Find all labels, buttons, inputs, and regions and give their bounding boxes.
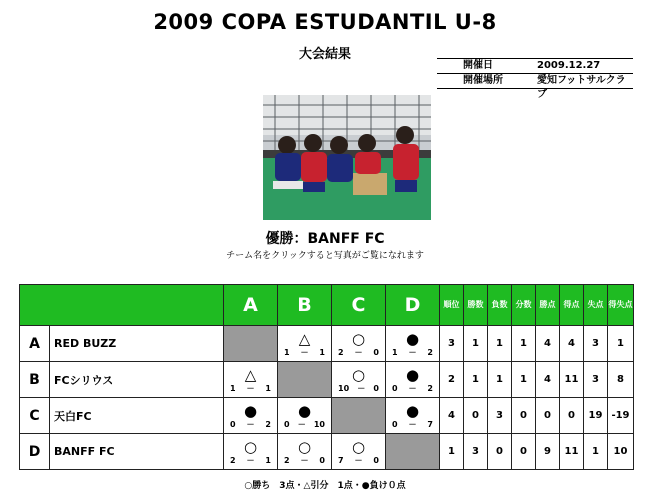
score-left: 0: [230, 419, 236, 429]
score-right: 2: [265, 419, 271, 429]
stat-cell: 3: [584, 326, 608, 362]
stat-cell: 11: [560, 434, 584, 470]
stat-cell: 8: [608, 362, 634, 398]
result-symbol: ○: [243, 437, 258, 456]
match-cell: [332, 434, 386, 470]
score-left: 0: [392, 383, 398, 393]
result-symbol: ○: [351, 329, 366, 348]
team-name-link[interactable]: FCシリウス: [50, 362, 224, 398]
stat-cell: 4: [536, 326, 560, 362]
score-right: 2: [427, 347, 433, 357]
self-match-cell: [278, 362, 332, 398]
stat-header-goals-for: 得点: [560, 285, 584, 326]
date-row: [437, 58, 633, 73]
result-symbol: ●: [405, 365, 420, 384]
stat-header-draws: 分数: [512, 285, 536, 326]
results-table: [19, 284, 634, 470]
stat-cell: 0: [512, 398, 536, 434]
match-score: [332, 347, 385, 358]
stat-cell: 4: [440, 398, 464, 434]
stat-header-goal-diff: 得失点: [608, 285, 634, 326]
stat-cell: 4: [560, 326, 584, 362]
row-label: B: [20, 362, 50, 398]
score-dash: －: [354, 455, 363, 465]
table-row: [20, 326, 634, 362]
stat-cell: 2: [440, 362, 464, 398]
stat-cell: 1: [440, 434, 464, 470]
score-right: 10: [313, 419, 325, 429]
self-match-cell: [224, 326, 278, 362]
stat-header-losses: 負数: [488, 285, 512, 326]
score-dash: －: [246, 383, 255, 393]
col-header-d: D: [386, 285, 440, 326]
result-symbol: ●: [243, 401, 258, 420]
table-row: [20, 398, 634, 434]
date-value: 2009.12.27: [537, 60, 601, 71]
stat-cell: 0: [512, 434, 536, 470]
stat-cell: 3: [464, 434, 488, 470]
stat-cell: 19: [584, 398, 608, 434]
score-left: 1: [230, 383, 236, 393]
match-cell: [224, 398, 278, 434]
stat-cell: 1: [608, 326, 634, 362]
result-symbol: ○: [297, 437, 312, 456]
score-dash: －: [408, 419, 417, 429]
stat-cell: 1: [512, 326, 536, 362]
score-right: 1: [265, 455, 271, 465]
stat-cell: 1: [584, 434, 608, 470]
stat-header-goals-against: 失点: [584, 285, 608, 326]
score-left: 2: [284, 455, 290, 465]
team-photo-drawing: [263, 95, 431, 220]
stat-cell: 1: [464, 362, 488, 398]
stat-cell: 0: [536, 398, 560, 434]
page-subtitle: 大会結果: [298, 47, 351, 62]
score-left: 0: [392, 419, 398, 429]
stat-cell: -19: [608, 398, 634, 434]
stat-cell: 1: [464, 326, 488, 362]
col-header-c: C: [332, 285, 386, 326]
match-score: [224, 419, 277, 430]
stat-cell: 1: [488, 362, 512, 398]
match-score: [278, 347, 331, 358]
score-dash: －: [408, 347, 417, 357]
result-symbol: ●: [297, 401, 312, 420]
score-dash: －: [354, 347, 363, 357]
row-label: D: [20, 434, 50, 470]
match-score: [224, 455, 277, 466]
match-score: [386, 383, 439, 394]
score-dash: －: [408, 383, 417, 393]
score-right: 0: [319, 455, 325, 465]
col-header-a: A: [224, 285, 278, 326]
score-left: 1: [392, 347, 398, 357]
page-title: 2009 COPA ESTUDANTIL U-8: [153, 10, 497, 34]
match-cell: [278, 434, 332, 470]
venue-row: [437, 73, 633, 100]
score-left: 7: [338, 455, 344, 465]
score-right: 0: [373, 383, 379, 393]
score-right: 2: [427, 383, 433, 393]
event-info: [437, 58, 633, 100]
score-right: 1: [265, 383, 271, 393]
result-symbol: ●: [405, 329, 420, 348]
score-dash: －: [297, 419, 306, 429]
stat-cell: 1: [512, 362, 536, 398]
score-dash: －: [357, 383, 366, 393]
table-row: [20, 362, 634, 398]
stat-cell: 0: [464, 398, 488, 434]
stat-cell: 11: [560, 362, 584, 398]
stat-header-points: 勝点: [536, 285, 560, 326]
team-photo: [263, 95, 431, 220]
row-label: A: [20, 326, 50, 362]
result-symbol: ●: [405, 401, 420, 420]
score-left: 2: [230, 455, 236, 465]
result-symbol: △: [244, 365, 257, 384]
score-right: 0: [373, 455, 379, 465]
score-left: 1: [284, 347, 290, 357]
match-score: [386, 419, 439, 430]
date-label: 開催日: [463, 60, 493, 71]
score-left: 0: [284, 419, 290, 429]
result-symbol: ○: [351, 365, 366, 384]
match-cell: [224, 434, 278, 470]
score-right: 1: [319, 347, 325, 357]
score-dash: －: [300, 455, 309, 465]
stat-cell: 4: [536, 362, 560, 398]
stat-cell: 9: [536, 434, 560, 470]
col-header-b: B: [278, 285, 332, 326]
header-row: [20, 285, 634, 326]
match-cell: [386, 326, 440, 362]
stat-cell: 0: [560, 398, 584, 434]
match-score: [386, 347, 439, 358]
match-cell: [278, 326, 332, 362]
score-dash: －: [246, 455, 255, 465]
stat-cell: 3: [584, 362, 608, 398]
stat-cell: 10: [608, 434, 634, 470]
team-name-link[interactable]: BANFF FC: [50, 434, 224, 470]
score-dash: －: [300, 347, 309, 357]
match-cell: [332, 362, 386, 398]
score-right: 0: [373, 347, 379, 357]
match-score: [278, 419, 331, 430]
match-score: [278, 455, 331, 466]
stat-header-rank: 順位: [440, 285, 464, 326]
team-name-link[interactable]: RED BUZZ: [50, 326, 224, 362]
winner-text: 優勝：BANFF FC: [265, 231, 385, 247]
result-symbol: ○: [351, 437, 366, 456]
match-cell: [386, 398, 440, 434]
stat-cell: 3: [488, 398, 512, 434]
stat-header-wins: 勝数: [464, 285, 488, 326]
score-left: 2: [338, 347, 344, 357]
match-cell: [278, 398, 332, 434]
row-label: C: [20, 398, 50, 434]
photo-note: チーム名をクリックすると写真がご覧になれます: [226, 251, 424, 261]
legend-text: ○勝ち 3点・△引分 1点・●負け０点: [244, 481, 406, 491]
match-score: [332, 455, 385, 466]
stat-cell: 3: [440, 326, 464, 362]
stat-cell: 1: [488, 326, 512, 362]
match-score: [332, 383, 385, 394]
header-blank: [20, 285, 224, 326]
score-dash: －: [246, 419, 255, 429]
self-match-cell: [332, 398, 386, 434]
result-symbol: △: [298, 329, 311, 348]
venue-label: 開催場所: [463, 75, 503, 86]
score-right: 7: [427, 419, 433, 429]
team-name-link[interactable]: 天白FC: [50, 398, 224, 434]
match-score: [224, 383, 277, 394]
match-cell: [332, 326, 386, 362]
table-row: [20, 434, 634, 470]
self-match-cell: [386, 434, 440, 470]
stat-cell: 0: [488, 434, 512, 470]
score-left: 10: [338, 383, 350, 393]
venue-value: 愛知フットサルクラブ: [537, 75, 626, 100]
match-cell: [386, 362, 440, 398]
match-cell: [224, 362, 278, 398]
